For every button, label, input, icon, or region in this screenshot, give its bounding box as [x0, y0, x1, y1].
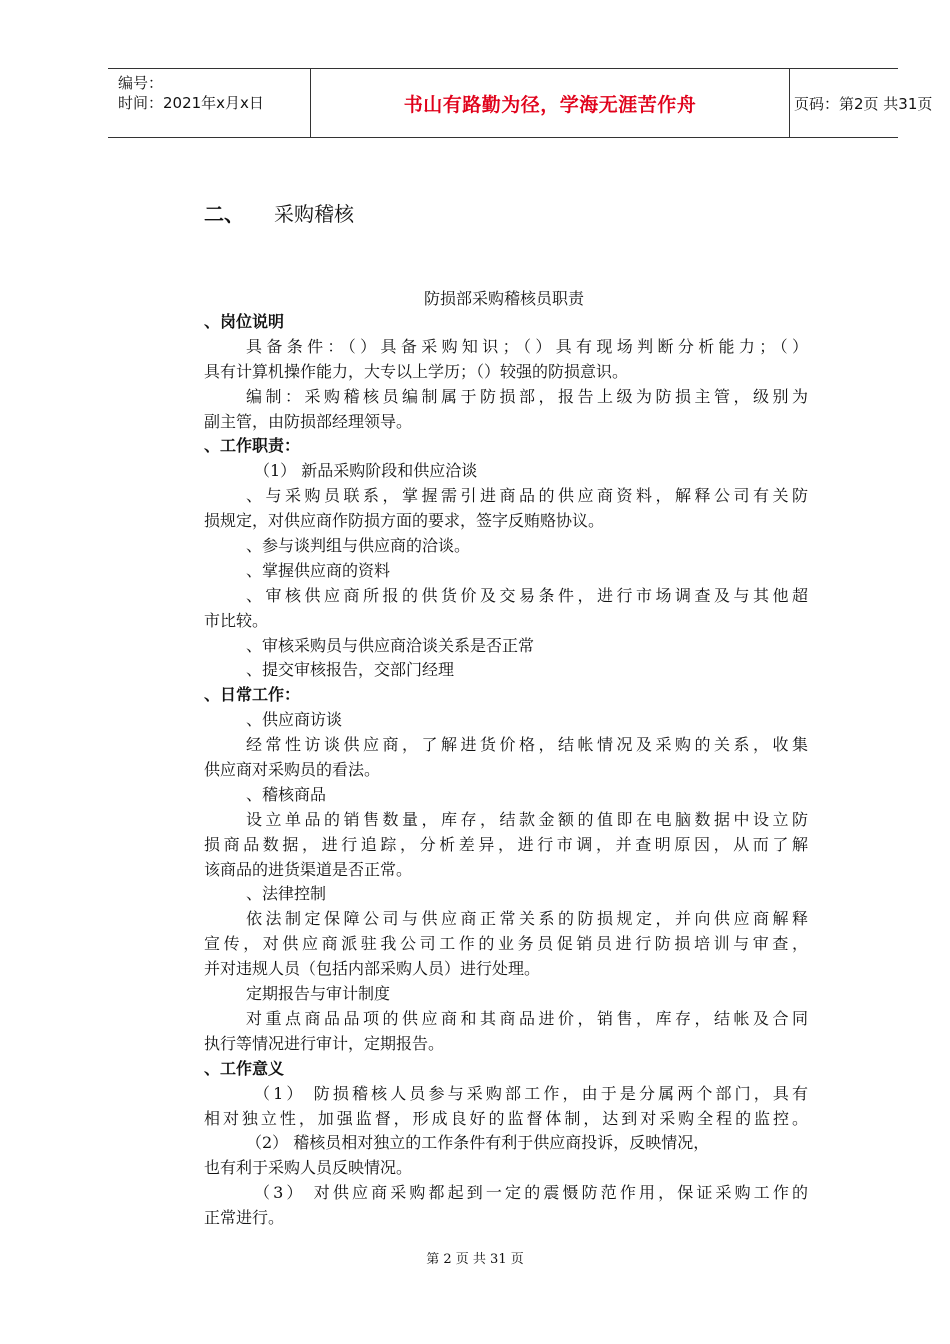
body-line: 、参与谈判组与供应商的洽谈。	[246, 536, 471, 556]
body-line: 、与采购员联系，掌握需引进商品的供应商资料，解释公司有关防	[246, 486, 808, 506]
body-line: 、提交审核报告，交部门经理	[246, 660, 455, 680]
body-line: 定期报告与审计制度	[246, 984, 391, 1004]
body-line: 、供应商访谈	[246, 710, 343, 730]
body-line: 编制：采购稽核员编制属于防损部，报告上级为防损主管，级别为	[246, 386, 808, 406]
body-line: 相对独立性，加强监督，形成良好的监督体制，达到对采购全程的监控。	[204, 1108, 808, 1128]
body-line: 并对违规人员（包括内部采购人员）进行处理。	[204, 959, 541, 979]
section-title: 采购稽核	[274, 202, 354, 226]
body-line: 执行等情况进行审计，定期报告。	[204, 1033, 445, 1053]
body-line: 对重点商品品项的供应商和其商品进价，销售，库存，结帐及合同	[246, 1008, 808, 1028]
body-line: 正常进行。	[204, 1208, 285, 1228]
body-line: 损商品数据，进行追踪，分析差异，进行市调，并查明原因，从而了解	[204, 834, 808, 854]
body-line: 损规定，对供应商作防损方面的要求，签字反贿赂协议。	[204, 511, 605, 531]
body-line: 、审核供应商所报的供货价及交易条件，进行市场调查及与其他超	[246, 585, 808, 605]
header-page-info: 页码：第2页 共31页	[794, 94, 933, 113]
body-line: 市比较。	[204, 610, 269, 630]
body-line: 该商品的进货渠道是否正常。	[204, 859, 413, 879]
body-line: （3） 对供应商采购都起到一定的震慑防范作用，保证采购工作的	[254, 1183, 808, 1203]
section-number: 二、	[204, 202, 244, 226]
header-motto: 书山有路勤为径，学海无涯苦作舟	[310, 69, 790, 137]
body-line: 依法制定保障公司与供应商正常关系的防损规定，并向供应商解释	[246, 909, 808, 929]
body-line: 具有计算机操作能力，大专以上学历；（）较强的防损意识。	[204, 361, 629, 381]
section-subheading: 、工作职责：	[204, 436, 301, 456]
body-line: 、稽核商品	[246, 784, 327, 804]
body-line: （2） 稽核员相对独立的工作条件有利于供应商投诉，反映情况，	[246, 1133, 710, 1153]
body-line: （1） 防损稽核人员参与采购部工作，由于是分属两个部门，具有	[254, 1083, 808, 1103]
section-heading	[204, 198, 354, 227]
section-subheading: 、日常工作：	[204, 685, 301, 705]
body-line: 、掌握供应商的资料	[246, 560, 391, 580]
header-date-label: 时间：2021年x月x日	[118, 94, 264, 112]
body-line: 具备条件：（）具备采购知识；（）具有现场判断分析能力；（）	[246, 336, 808, 356]
body-line: （1） 新品采购阶段和供应洽谈	[254, 461, 478, 481]
body-line: 经常性访谈供应商，了解进货价格，结帐情况及采购的关系，收集	[246, 735, 808, 755]
body-line: 、法律控制	[246, 884, 327, 904]
section-subheading: 、工作意义	[204, 1058, 285, 1078]
body-line: 宣传，对供应商派驻我公司工作的业务员促销员进行防损培训与审查，	[204, 934, 808, 954]
document-title: 防损部采购稽核员职责	[423, 289, 584, 308]
page-header	[108, 68, 933, 138]
body-line: 设立单品的销售数量，库存，结款金额的值即在电脑数据中设立防	[246, 809, 808, 829]
body-line: 副主管，由防损部经理领导。	[204, 411, 413, 431]
header-meta	[108, 69, 310, 137]
header-number-label: 编号：	[118, 74, 164, 92]
section-subheading: 、岗位说明	[204, 312, 285, 331]
page-footer: 第 2 页 共 31 页	[426, 1252, 524, 1267]
body-line: 也有利于采购人员反映情况。	[204, 1158, 413, 1178]
body-line: 、审核采购员与供应商洽谈关系是否正常	[246, 635, 535, 655]
body-line: 供应商对采购员的看法。	[204, 760, 381, 780]
document-body	[204, 310, 808, 1231]
